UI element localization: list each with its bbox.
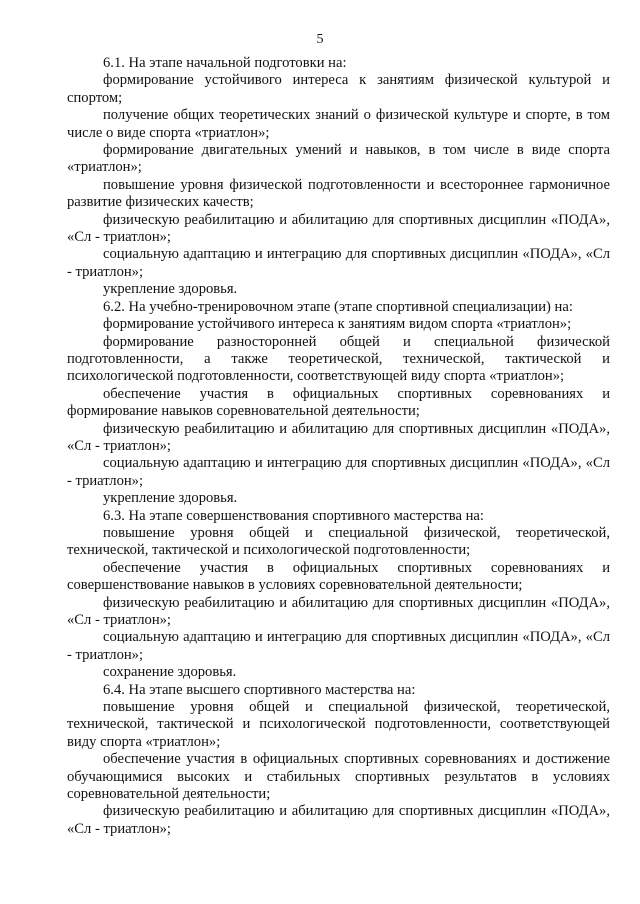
list-item: физическую реабилитацию и абилитацию для спортивных дисциплин «ПОДА», «Сл - триатлон»;: [67, 594, 610, 628]
list-item: социальную адаптацию и интеграцию для спортивных дисциплин «ПОДА», «Сл - триатлон»;: [67, 629, 610, 663]
list-item: сохранение здоровья.: [103, 664, 237, 681]
list-item: укрепление здоровья.: [103, 490, 238, 507]
list-item: физическую реабилитацию и абилитацию для спортивных дисциплин «ПОДА», «Сл - триатлон»;: [67, 420, 610, 454]
list-item: формирование двигательных умений и навыков, в том числе в виде спорта «триатлон»;: [67, 142, 610, 176]
list-item: получение общих теоретических знаний о физической культуре и спорте, в том числе о виде спорта «триатлон»;: [67, 107, 610, 141]
list-item: укрепление здоровья.: [103, 281, 238, 298]
list-item: повышение уровня общей и специальной физической, теоретической, технической, тактической и психологической подготовленности;: [67, 524, 610, 559]
list-item: социальную адаптацию и интеграцию для спортивных дисциплин «ПОДА», «Сл - триатлон»;: [67, 455, 610, 489]
list-item: повышение уровня общей и специальной физической, теоретической, технической, тактической и психологической подготовленности, соответствующей виду спорта «триатлон»;: [67, 699, 610, 750]
list-item: обеспечение участия в официальных спортивных соревнованиях и достижение обучающимися высоких и стабильных спортивных результатов в условиях соревновательной деятельности;: [67, 751, 610, 803]
list-item: обеспечение участия в официальных спортивных соревнованиях и совершенствование навыков в условиях соревновательной деятельности;: [67, 559, 610, 594]
list-item: обеспечение участия в официальных спортивных соревнованиях и формирование навыков соревновательной деятельности;: [67, 385, 610, 420]
page-number: 5: [316, 32, 324, 47]
list-item: физическую реабилитацию и абилитацию для спортивных дисциплин «ПОДА», «Сл - триатлон»;: [67, 211, 610, 246]
section-heading-6-1: 6.1. На этапе начальной подготовки на:: [103, 55, 347, 71]
section-heading-6-3: 6.3. На этапе совершенствования спортивного мастерства на:: [103, 507, 484, 524]
list-item: формирование устойчивого интереса к занятиям видом спорта «триатлон»;: [103, 316, 572, 333]
list-item: физическую реабилитацию и абилитацию для спортивных дисциплин «ПОДА», «Сл - триатлон»;: [67, 803, 610, 837]
list-item: формирование разносторонней общей и специальной физической подготовленности, а также теоретической, технической, тактической и психологической подготовленности, соответствующей виду спорта «триатлон»;: [67, 333, 610, 385]
document-body: [67, 55, 610, 838]
list-item: формирование устойчивого интереса к занятиям физической культурой и спортом;: [67, 72, 610, 106]
list-item: повышение уровня физической подготовленности и всестороннее гармоничное развитие физических качеств;: [67, 176, 610, 211]
section-heading-6-2: 6.2. На учебно-тренировочном этапе (этапе спортивной специализации) на:: [103, 298, 573, 315]
list-item: социальную адаптацию и интеграцию для спортивных дисциплин «ПОДА», «Сл - триатлон»;: [67, 246, 610, 280]
section-heading-6-4: 6.4. На этапе высшего спортивного мастерства на:: [103, 681, 416, 698]
